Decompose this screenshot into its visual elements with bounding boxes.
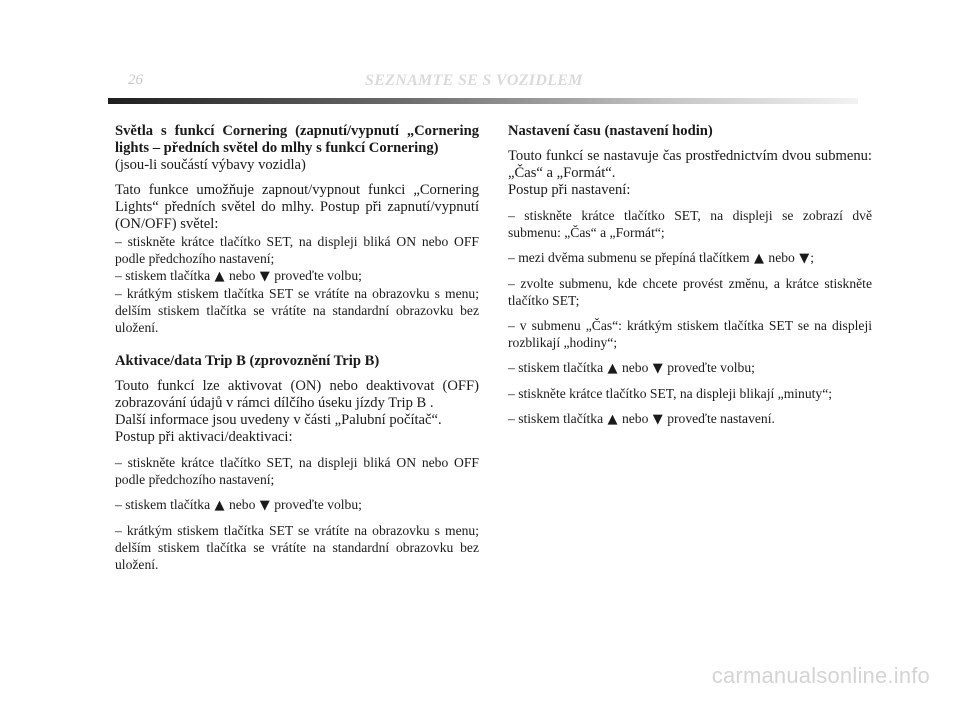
clock-step-6: – stiskněte krátce tlačítko SET, na displeji blikají „minuty“; bbox=[508, 386, 833, 401]
right-column bbox=[508, 123, 872, 428]
clock-step-2: – mezi dvěma submenu se přepíná tlačítkem ▲ nebo ▼; bbox=[508, 250, 815, 266]
up-arrow-icon: ▲ bbox=[214, 269, 225, 284]
clock-step-3: – zvolte submenu, kde chcete provést změnu, a krátce stiskněte tlačítko SET; bbox=[508, 276, 872, 308]
clock-heading: Nastavení času (nastavení hodin) bbox=[508, 123, 713, 139]
tripb-intro: Touto funkcí lze aktivovat (ON) nebo deaktivovat (OFF) zobrazování údajů v rámci dílčího úseku jízdy Trip B . bbox=[115, 378, 479, 411]
down-arrow-icon: ▼ bbox=[799, 251, 810, 266]
down-arrow-icon: ▼ bbox=[259, 269, 270, 284]
clock-step-7: – stiskem tlačítka ▲ nebo ▼ proveďte nastavení. bbox=[508, 411, 775, 427]
up-arrow-icon: ▲ bbox=[214, 498, 225, 513]
tripb-heading: Aktivace/data Trip B (zprovoznění Trip B) bbox=[115, 353, 380, 369]
tripb-procedure: Postup při aktivaci/deaktivaci: bbox=[115, 429, 293, 445]
clock-procedure: Postup při nastavení: bbox=[508, 182, 631, 198]
header-rule bbox=[108, 98, 858, 104]
cornering-step-3: – krátkým stiskem tlačítka SET se vrátíte na obrazovku s menu; delším stiskem tlačítka se vrátíte na standardní obrazovku bez uložení. bbox=[115, 286, 479, 335]
tripb-step-2: – stiskem tlačítka ▲ nebo ▼ proveďte volbu; bbox=[115, 497, 362, 513]
down-arrow-icon: ▼ bbox=[652, 361, 663, 376]
watermark: carmanualsonline.info bbox=[711, 663, 930, 688]
cornering-heading: Světla s funkcí Cornering (zapnutí/vypnutí „Cornering lights – předních světel do mlhy s funkcí Cornering) bbox=[115, 123, 479, 156]
page-number: 26 bbox=[128, 72, 143, 88]
clock-step-1: – stiskněte krátce tlačítko SET, na displeji se zobrazí dvě submenu: „Čas“ a „Formát“; bbox=[508, 208, 872, 240]
tripb-step-3: – krátkým stiskem tlačítka SET se vrátíte na obrazovku s menu; delším stiskem tlačítka se vrátíte na standardní obrazovku bez uložení. bbox=[115, 523, 479, 572]
up-arrow-icon: ▲ bbox=[607, 412, 618, 427]
down-arrow-icon: ▼ bbox=[259, 498, 270, 513]
tripb-step-1: – stiskněte krátce tlačítko SET, na displeji bliká ON nebo OFF podle předchozího nastavení; bbox=[115, 455, 479, 487]
clock-step-5: – stiskem tlačítka ▲ nebo ▼ proveďte volbu; bbox=[508, 360, 755, 376]
clock-intro: Touto funkcí se nastavuje čas prostřednictvím dvou submenu: „Čas“ a „Formát“. bbox=[508, 148, 872, 181]
cornering-step-2: – stiskem tlačítka ▲ nebo ▼ proveďte volbu; bbox=[115, 268, 362, 284]
clock-step-4: – v submenu „Čas“: krátkým stiskem tlačítka SET se na displeji rozblikají „hodiny“; bbox=[508, 318, 872, 350]
section-title: SEZNAMTE SE S VOZIDLEM bbox=[365, 72, 583, 89]
up-arrow-icon: ▲ bbox=[754, 251, 764, 266]
cornering-intro: Tato funkce umožňuje zapnout/vypnout funkci „Cornering Lights“ předních světel do mlhy. Postup při zapnutí/vypnutí (ON/OFF) světel: bbox=[115, 182, 479, 232]
tripb-more-info: Další informace jsou uvedeny v části „Palubní počítač“. bbox=[115, 412, 442, 428]
page-header bbox=[108, 68, 858, 108]
cornering-heading-note: (jsou-li součástí výbavy vozidla) bbox=[115, 157, 306, 173]
down-arrow-icon: ▼ bbox=[652, 412, 663, 427]
up-arrow-icon: ▲ bbox=[607, 361, 618, 376]
cornering-step-1: – stiskněte krátce tlačítko SET, na displeji bliká ON nebo OFF podle předchozího nastavení; bbox=[115, 234, 479, 266]
left-column bbox=[115, 123, 479, 573]
